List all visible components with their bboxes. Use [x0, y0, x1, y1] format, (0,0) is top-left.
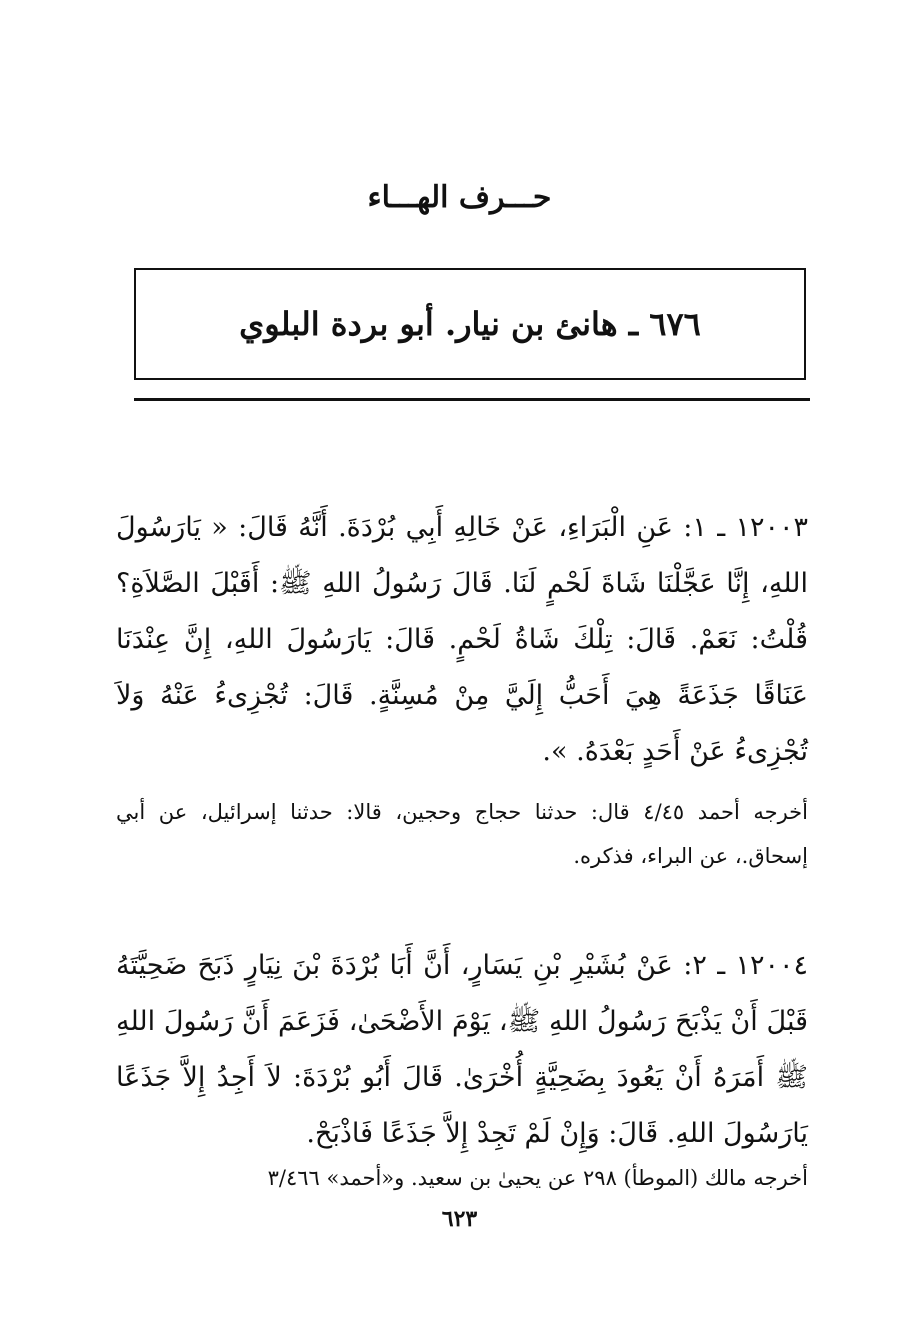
chapter-title: حـــرف الهـــاء — [367, 180, 552, 215]
entry-title: ٦٧٦ ـ هانئ بن نيار. أبو بردة البلوي — [239, 305, 701, 343]
page-number: ٦٢٣ — [441, 1206, 478, 1232]
hadith-text: ١٢٠٠٣ ـ ١: عَنِ الْبَرَاءِ، عَنْ خَالِهِ أَبِي بُرْدَةَ. أَنَّهُ قَالَ: « يَارَسُولَ اللهِ، إِنَّا عَجَّلْنَا شَاةَ لَحْمٍ لَنَا. قَالَ رَسُولُ اللهِ ﷺ: أَقَبْلَ الصَّلاَةِ؟ قُلْتُ: نَعَمْ. قَالَ: تِلْكَ شَاةُ لَحْمٍ. قَالَ: يَارَسُولَ اللهِ، إِنَّ عِنْدَنَا عَنَاقًا جَذَعَةً هِيَ أَحَبُّ إِلَيَّ مِنْ مُسِنَّةٍ. قَالَ: تُجْزِىءُ عَنْهُ وَلاَ تُجْزِىءُ عَنْ أَحَدٍ بَعْدَهُ. ». — [116, 512, 808, 767]
hadith-source: أخرجه أحمد ٤/٤٥ قال: حدثنا حجاج وحجين، قالا: حدثنا إسرائيل، عن أبي إسحاق.، عن البراء، فذكره. — [116, 800, 808, 868]
heading-divider — [134, 398, 810, 401]
hadith-source: أخرجه مالك (الموطأ) ٢٩٨ عن يحيىٰ بن سعيد. و«أحمد» ٣/٤٦٦ — [267, 1166, 808, 1190]
entry-heading-box — [134, 268, 806, 380]
hadith-text: ١٢٠٠٤ ـ ٢: عَنْ بُشَيْرِ بْنِ يَسَارٍ، أَنَّ أَبَا بُرْدَةَ بْنَ نِيَارٍ ذَبَحَ ضَحِيَّتَهُ قَبْلَ أَنْ يَذْبَحَ رَسُولُ اللهِ ﷺ، يَوْمَ الأَضْحَىٰ، فَزَعَمَ أَنَّ رَسُولَ اللهِ ﷺ أَمَرَهُ أَنْ يَعُودَ بِضَحِيَّةٍ أُخْرَىٰ. قَالَ أَبُو بُرْدَةَ: لاَ أَجِدُ إِلاَّ جَذَعًا يَارَسُولَ اللهِ. قَالَ: وَإِنْ لَمْ تَجِدْ إِلاَّ جَذَعًا فَاذْبَحْ. — [116, 950, 808, 1149]
